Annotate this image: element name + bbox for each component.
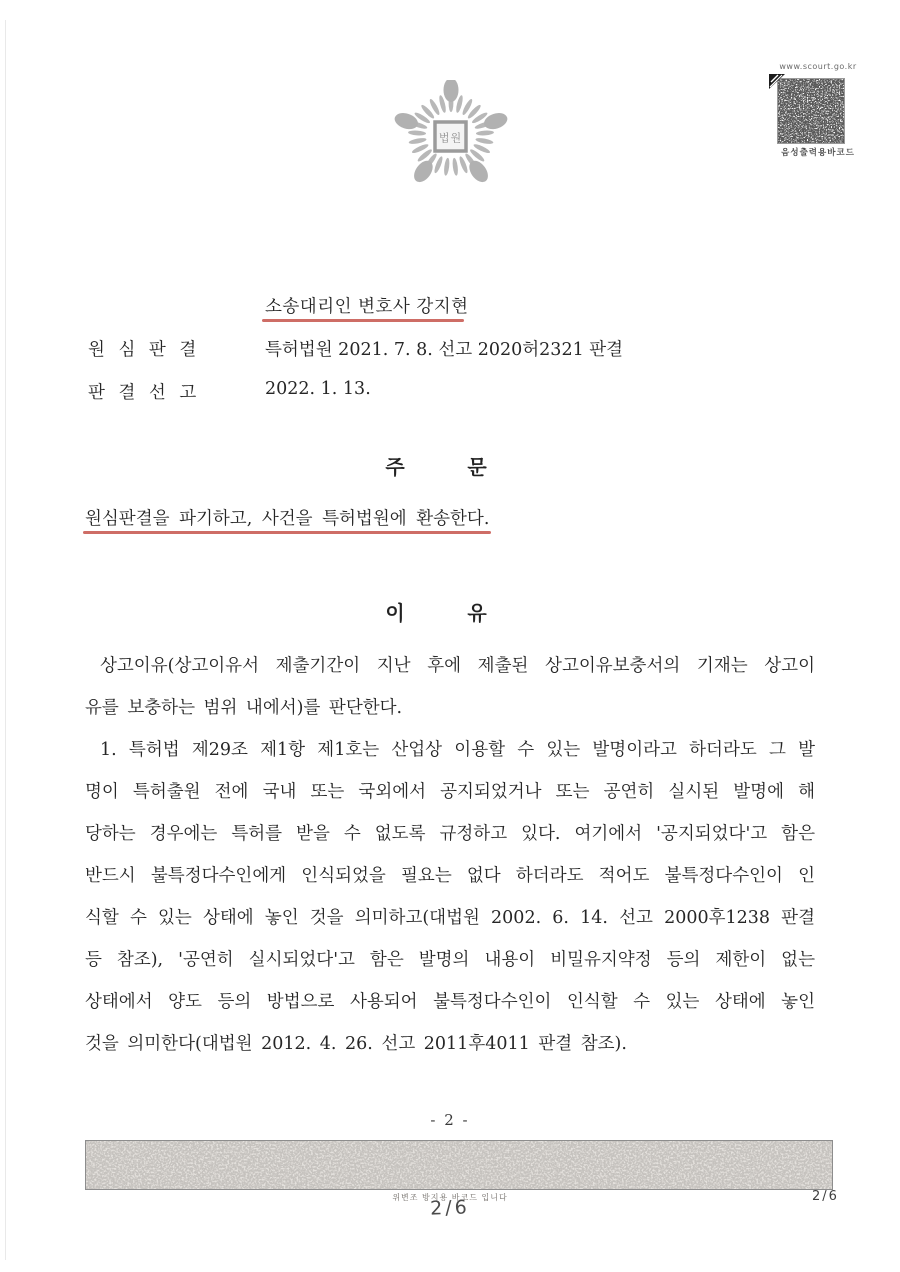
value-judgment-date: 2022. 1. 13.: [265, 379, 371, 399]
reasons-body: [85, 645, 815, 1065]
seal-text: 법원: [438, 131, 463, 145]
barcode-corner-mark-icon: [769, 74, 785, 89]
reasons-line: 등 참조), '공연히 실시되었다'고 함은 발명의 내용이 비밀유지약정 등의 제한이 없는: [85, 950, 815, 970]
anti-forgery-caption: 위변조 방지용 바코드 입니다: [392, 1193, 508, 1202]
label-judgment-date: 판 결 선 고: [88, 383, 199, 403]
reasons-line: 것을 의미한다(대법원 2012. 4. 26. 선고 2011후4011 판결 참조).: [85, 1034, 627, 1054]
scan-edge-line: [5, 20, 6, 1260]
red-underline-attorney: [262, 319, 464, 322]
reasons-line: 식할 수 있는 상태에 놓인 것을 의미하고(대법원 2002. 6. 14. 선고 2000후1238 판결: [85, 908, 815, 928]
page-indicator-right: 2/6: [812, 1189, 839, 1204]
red-underline-disposition: [83, 531, 491, 534]
value-lower-court-judgment: 특허법원 2021. 7. 8. 선고 2020허2321 판결: [265, 340, 624, 360]
reasons-line: 상고이유(상고이유서 제출기간이 지난 후에 제출된 상고이유보충서의 기재는 상고이: [100, 656, 815, 676]
label-lower-court-judgment: 원 심 판 결: [88, 340, 199, 360]
copy-indicator-center: 2/6: [429, 1196, 471, 1220]
barcode-caption: 음성출력용바코드: [781, 148, 855, 158]
reasons-line: 당하는 경우에는 특허를 받을 수 없도록 규정하고 있다. 여기에서 '공지되었다'고 함은: [85, 824, 815, 844]
reasons-line: 유를 보충하는 범위 내에서)를 판단한다.: [85, 698, 403, 718]
anti-forgery-band: [85, 1140, 833, 1190]
reasons-line: 상태에서 양도 등의 방법으로 사용되어 불특정다수인이 인식할 수 있는 상태에 놓인: [85, 992, 815, 1012]
reasons-line: 반드시 불특정다수인에게 인식되었을 필요는 없다 하더라도 적어도 불특정다수인이 인: [85, 866, 815, 886]
reasons-line: 명이 특허출원 전에 국내 또는 국외에서 공지되었거나 또는 공연히 실시된 발명에 해: [85, 782, 815, 802]
attorney-line: 소송대리인 변호사 강지현: [265, 297, 469, 317]
court-seal-icon: [390, 80, 512, 194]
heading-reasons: 이 유: [385, 601, 487, 625]
voice-output-barcode: [777, 78, 845, 144]
reasons-line: 1. 특허법 제29조 제1항 제1호는 산업상 이용할 수 있는 발명이라고 하더라도 그 발: [100, 740, 815, 760]
disposition-text: 원심판결을 파기하고, 사건을 특허법원에 환송한다.: [85, 509, 490, 529]
page-number: - 2 -: [430, 1111, 470, 1129]
heading-disposition: 주 문: [385, 455, 487, 479]
scourt-url-text: www.scourt.go.kr: [779, 62, 857, 71]
